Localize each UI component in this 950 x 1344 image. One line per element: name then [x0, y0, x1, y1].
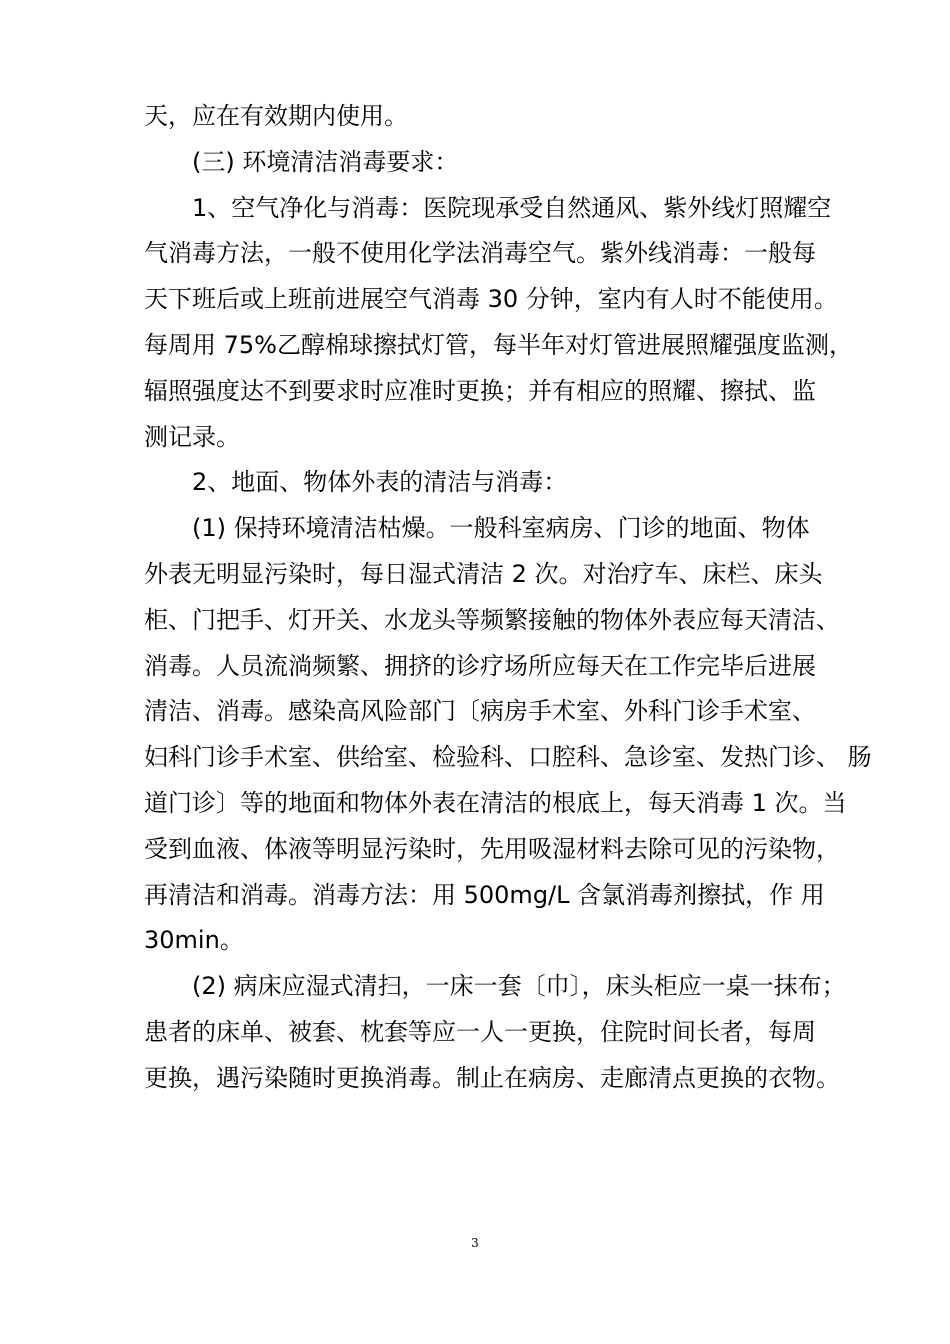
text-line: 消毒。人员流淌频繁、拥挤的诊疗场所应每天在工作完毕后进展: [144, 651, 816, 680]
text-line: 更换，遇污染随时更换消毒。制止在病房、走廊清点更换的衣物。: [144, 1063, 840, 1092]
text-line: 辐照强度达不到要求时应准时更换；并有相应的照耀、擦拭、监: [144, 376, 816, 405]
text-line: 外表无明显污染时，每日湿式清洁 2 次。对治疗车、床栏、床头: [144, 559, 823, 588]
text-line: 柜、门把手、灯开关、水龙头等频繁接触的物体外表应每天清洁、: [144, 605, 840, 634]
text-line: 30min。: [144, 926, 244, 955]
text-line: 气消毒方法，一般不使用化学法消毒空气。紫外线消毒：一般每: [144, 239, 816, 268]
text-line: 妇科门诊手术室、供给室、检验科、口腔科、急诊室、发热门诊、 肠: [144, 743, 872, 772]
body-text: [144, 94, 884, 1102]
text-line: 再清洁和消毒。消毒方法：用 500mg/L 含氯消毒剂擦拭，作 用: [144, 880, 825, 909]
text-line: 道门诊〕等的地面和物体外表在清洁的根底上，每天消毒 1 次。当: [144, 788, 847, 817]
text-line: 测记录。: [144, 422, 240, 451]
text-line: 每周用 75%乙醇棉球擦拭灯管，每半年对灯管进展照耀强度监测，: [144, 330, 853, 359]
text-line: 清洁、消毒。感染高风险部门〔病房手术室、外科门诊手术室、: [144, 697, 816, 726]
section-heading: (三) 环境清洁消毒要求：: [144, 147, 459, 176]
text-line: (1) 保持环境清洁枯燥。一般科室病房、门诊的地面、物体: [144, 514, 810, 543]
text-line: 天，应在有效期内使用。: [144, 102, 408, 130]
page-number: 3: [471, 1236, 479, 1250]
text-line: 患者的床单、被套、枕套等应一人一更换，住院时间长者，每周: [144, 1017, 816, 1046]
text-line: 受到血液、体液等明显污染时，先用吸湿材料去除可见的污染物，: [144, 834, 840, 863]
text-line: 1、空气净化与消毒：医院现承受自然通风、紫外线灯照耀空: [144, 193, 832, 222]
text-line: (2) 病床应湿式清扫，一床一套〔巾〕，床头柜应一桌一抹布；: [144, 972, 846, 1001]
text-line: 天下班后或上班前进展空气消毒 30 分钟，室内有人时不能使用。: [144, 285, 838, 314]
text-line: 2、地面、物体外表的清洁与消毒：: [144, 468, 568, 497]
